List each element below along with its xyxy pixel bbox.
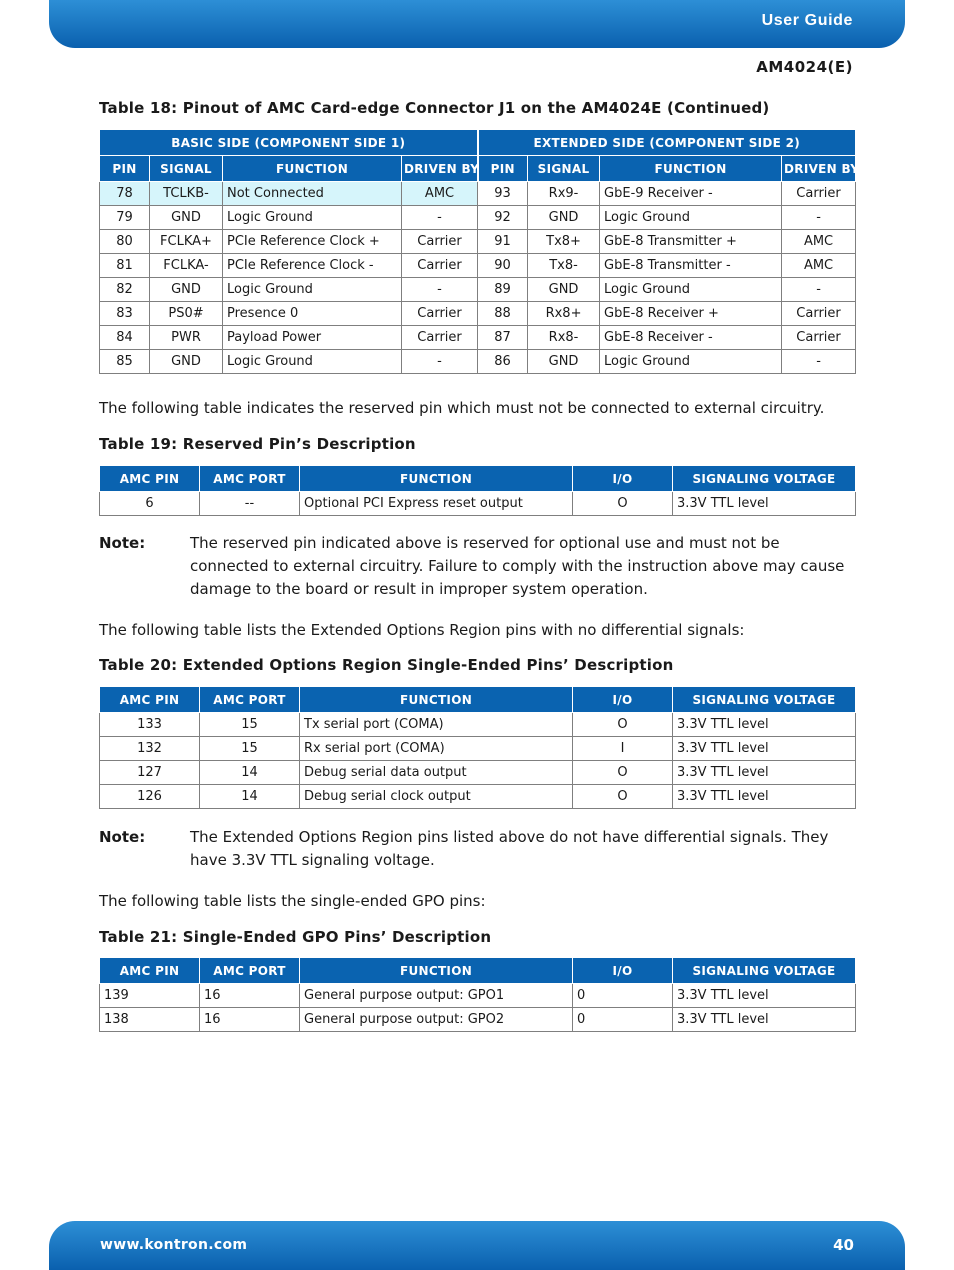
table18-cell: Presence 0 — [223, 302, 402, 326]
table21-header-cell: I/O — [573, 958, 673, 984]
note-extended-options — [99, 826, 855, 872]
table18-cell: Payload Power — [223, 326, 402, 350]
table18-cell: - — [782, 206, 856, 230]
table18-cell: PWR — [150, 326, 223, 350]
table18-cell: 86 — [478, 350, 528, 374]
table18-group-basic: BASIC SIDE (COMPONENT SIDE 1) — [100, 130, 478, 156]
table18-cell: Logic Ground — [223, 350, 402, 374]
table18-cell: 81 — [100, 254, 150, 278]
table20-cell: 132 — [100, 737, 200, 761]
table20-cell: O — [573, 713, 673, 737]
table20-cell: 14 — [200, 761, 300, 785]
table18-cell: - — [782, 350, 856, 374]
footer-bar — [49, 1221, 905, 1270]
table18-cell: AMC — [402, 182, 478, 206]
header-bar — [49, 0, 905, 48]
table18-cell: FCLKA- — [150, 254, 223, 278]
note-reserved-pin — [99, 532, 855, 601]
table18-header-cell: DRIVEN BY — [782, 156, 856, 182]
table21-cell: 16 — [200, 1008, 300, 1032]
table18-cell: GbE-8 Transmitter + — [600, 230, 782, 254]
table18-cell: 83 — [100, 302, 150, 326]
table18-cell: GND — [150, 206, 223, 230]
table18-cell: GND — [528, 206, 600, 230]
table20-cell: Debug serial clock output — [300, 785, 573, 809]
table20-caption: Table 20: Extended Options Region Single-Ended Pins’ Description — [99, 656, 674, 674]
table18-header-cell: PIN — [100, 156, 150, 182]
table18-cell: Tx8- — [528, 254, 600, 278]
table19-cell: 6 — [100, 492, 200, 516]
table18-cell: Logic Ground — [600, 350, 782, 374]
table18-cell: FCLKA+ — [150, 230, 223, 254]
table20-header-cell: I/O — [573, 687, 673, 713]
table18-cell: Carrier — [402, 230, 478, 254]
table18-cell: PCIe Reference Clock - — [223, 254, 402, 278]
table18-cell: AMC — [782, 254, 856, 278]
table18-cell: GND — [150, 278, 223, 302]
table20 — [99, 686, 856, 809]
table19-row — [100, 492, 856, 516]
model-label: AM4024(E) — [756, 58, 853, 76]
table18-cell: 82 — [100, 278, 150, 302]
table20-row — [100, 713, 856, 737]
table20-header-cell: SIGNALING VOLTAGE — [673, 687, 856, 713]
table21-cell: General purpose output: GPO1 — [300, 984, 573, 1008]
table18-cell: Rx9- — [528, 182, 600, 206]
table20-cell: I — [573, 737, 673, 761]
table19 — [99, 465, 856, 516]
table18-row — [100, 254, 856, 278]
table20-cell: 133 — [100, 713, 200, 737]
table18-row — [100, 278, 856, 302]
table20-cell: 15 — [200, 713, 300, 737]
table18-cell: 91 — [478, 230, 528, 254]
table18-cell: TCLKB- — [150, 182, 223, 206]
table18-caption: Table 18: Pinout of AMC Card-edge Connector J1 on the AM4024E (Continued) — [99, 99, 770, 117]
table20-header-cell: FUNCTION — [300, 687, 573, 713]
table18-cell: Logic Ground — [223, 206, 402, 230]
table21-header-cell: FUNCTION — [300, 958, 573, 984]
table20-cell: 14 — [200, 785, 300, 809]
table18-cell: GbE-8 Receiver - — [600, 326, 782, 350]
table21 — [99, 957, 856, 1032]
table18-cell: GbE-8 Receiver + — [600, 302, 782, 326]
table18-cell: Carrier — [782, 302, 856, 326]
table19-header-cell: AMC PORT — [200, 466, 300, 492]
table18-row — [100, 206, 856, 230]
table21-cell: 138 — [100, 1008, 200, 1032]
table21-cell: 16 — [200, 984, 300, 1008]
table18-row — [100, 326, 856, 350]
table18-cell: GND — [150, 350, 223, 374]
table19-caption: Table 19: Reserved Pin’s Description — [99, 435, 416, 453]
table21-cell: 3.3V TTL level — [673, 1008, 856, 1032]
table18-header-cell: PIN — [478, 156, 528, 182]
paragraph-gpo: The following table lists the single-ended GPO pins: — [99, 892, 486, 910]
note-text: The Extended Options Region pins listed above do not have differential signals. They have 3.3V TTL signaling voltage. — [190, 828, 829, 869]
table21-cell: 139 — [100, 984, 200, 1008]
table21-cell: 0 — [573, 1008, 673, 1032]
table18-cell: PCIe Reference Clock + — [223, 230, 402, 254]
table20-cell: 3.3V TTL level — [673, 713, 856, 737]
table18-cell: Carrier — [782, 182, 856, 206]
table18-row — [100, 230, 856, 254]
table18-cell: 92 — [478, 206, 528, 230]
table20-header-cell: AMC PIN — [100, 687, 200, 713]
table18-cell: - — [402, 278, 478, 302]
table21-header-cell: AMC PORT — [200, 958, 300, 984]
table18-cell: Carrier — [402, 326, 478, 350]
table18-cell: GND — [528, 350, 600, 374]
table18-header-cell: FUNCTION — [223, 156, 402, 182]
table21-cell: General purpose output: GPO2 — [300, 1008, 573, 1032]
table18-header-cell: DRIVEN BY — [402, 156, 478, 182]
table18-cell: Carrier — [402, 254, 478, 278]
table18-cell: 85 — [100, 350, 150, 374]
table18-cell: AMC — [782, 230, 856, 254]
table20-cell: 3.3V TTL level — [673, 761, 856, 785]
footer-url-link[interactable]: www.kontron.com — [100, 1237, 248, 1253]
table21-cell: 3.3V TTL level — [673, 984, 856, 1008]
table18-group-extended: EXTENDED SIDE (COMPONENT SIDE 2) — [478, 130, 856, 156]
table18-cell: 80 — [100, 230, 150, 254]
table18-cell: GbE-9 Receiver - — [600, 182, 782, 206]
table18-cell: GND — [528, 278, 600, 302]
table18-cell: Rx8+ — [528, 302, 600, 326]
table19-cell: Optional PCI Express reset output — [300, 492, 573, 516]
table18-cell: 88 — [478, 302, 528, 326]
table20-cell: Rx serial port (COMA) — [300, 737, 573, 761]
table20-cell: 3.3V TTL level — [673, 785, 856, 809]
table20-cell: 15 — [200, 737, 300, 761]
table18-header-cell: SIGNAL — [150, 156, 223, 182]
table18-cell: Rx8- — [528, 326, 600, 350]
table18-row — [100, 302, 856, 326]
table19-header-cell: FUNCTION — [300, 466, 573, 492]
table21-row — [100, 984, 856, 1008]
table18-cell: Logic Ground — [600, 206, 782, 230]
note-text: The reserved pin indicated above is reserved for optional use and must not be connected to external circuitry. Failure to comply with the instruction above may cause damage to the board or result in improper system operation. — [190, 534, 845, 598]
table20-cell: 126 — [100, 785, 200, 809]
table21-caption: Table 21: Single-Ended GPO Pins’ Description — [99, 928, 492, 946]
table18-cell: 93 — [478, 182, 528, 206]
table20-row — [100, 785, 856, 809]
table21-cell: 0 — [573, 984, 673, 1008]
table18-cell: 87 — [478, 326, 528, 350]
table19-header-cell: I/O — [573, 466, 673, 492]
table18-cell: PS0# — [150, 302, 223, 326]
table18-cell: 79 — [100, 206, 150, 230]
table18-cell: - — [402, 206, 478, 230]
paragraph-reserved-pin: The following table indicates the reserved pin which must not be connected to external circuitry. — [99, 399, 825, 417]
table20-cell: 127 — [100, 761, 200, 785]
table19-cell: -- — [200, 492, 300, 516]
table21-header-cell: AMC PIN — [100, 958, 200, 984]
note-label: Note: — [99, 828, 146, 846]
table18-cell: Carrier — [782, 326, 856, 350]
table20-header-cell: AMC PORT — [200, 687, 300, 713]
table21-header-cell: SIGNALING VOLTAGE — [673, 958, 856, 984]
table18-cell: Logic Ground — [600, 278, 782, 302]
table18-cell: 84 — [100, 326, 150, 350]
table18-cell: - — [402, 350, 478, 374]
table19-header-cell: SIGNALING VOLTAGE — [673, 466, 856, 492]
table18-cell: GbE-8 Transmitter - — [600, 254, 782, 278]
table20-row — [100, 737, 856, 761]
note-label: Note: — [99, 534, 146, 552]
table19-cell: 3.3V TTL level — [673, 492, 856, 516]
table21-row — [100, 1008, 856, 1032]
table18-cell: Logic Ground — [223, 278, 402, 302]
table18-cell: 90 — [478, 254, 528, 278]
table20-cell: Debug serial data output — [300, 761, 573, 785]
table18-cell: Carrier — [402, 302, 478, 326]
table20-cell: 3.3V TTL level — [673, 737, 856, 761]
table19-cell: O — [573, 492, 673, 516]
table20-cell: O — [573, 785, 673, 809]
table18-header-cell: SIGNAL — [528, 156, 600, 182]
table18-cell: 78 — [100, 182, 150, 206]
table18-row — [100, 350, 856, 374]
table20-cell: O — [573, 761, 673, 785]
table18-cell: Tx8+ — [528, 230, 600, 254]
table18-header-cell: FUNCTION — [600, 156, 782, 182]
table20-cell: Tx serial port (COMA) — [300, 713, 573, 737]
table20-row — [100, 761, 856, 785]
page-number: 40 — [833, 1236, 854, 1254]
table18-row — [100, 182, 856, 206]
table18-cell: - — [782, 278, 856, 302]
paragraph-extended-options: The following table lists the Extended Options Region pins with no differential signals: — [99, 621, 745, 639]
table18-cell: Not Connected — [223, 182, 402, 206]
table18-cell: 89 — [478, 278, 528, 302]
table19-header-cell: AMC PIN — [100, 466, 200, 492]
header-title: User Guide — [761, 12, 853, 29]
table18 — [99, 129, 860, 374]
